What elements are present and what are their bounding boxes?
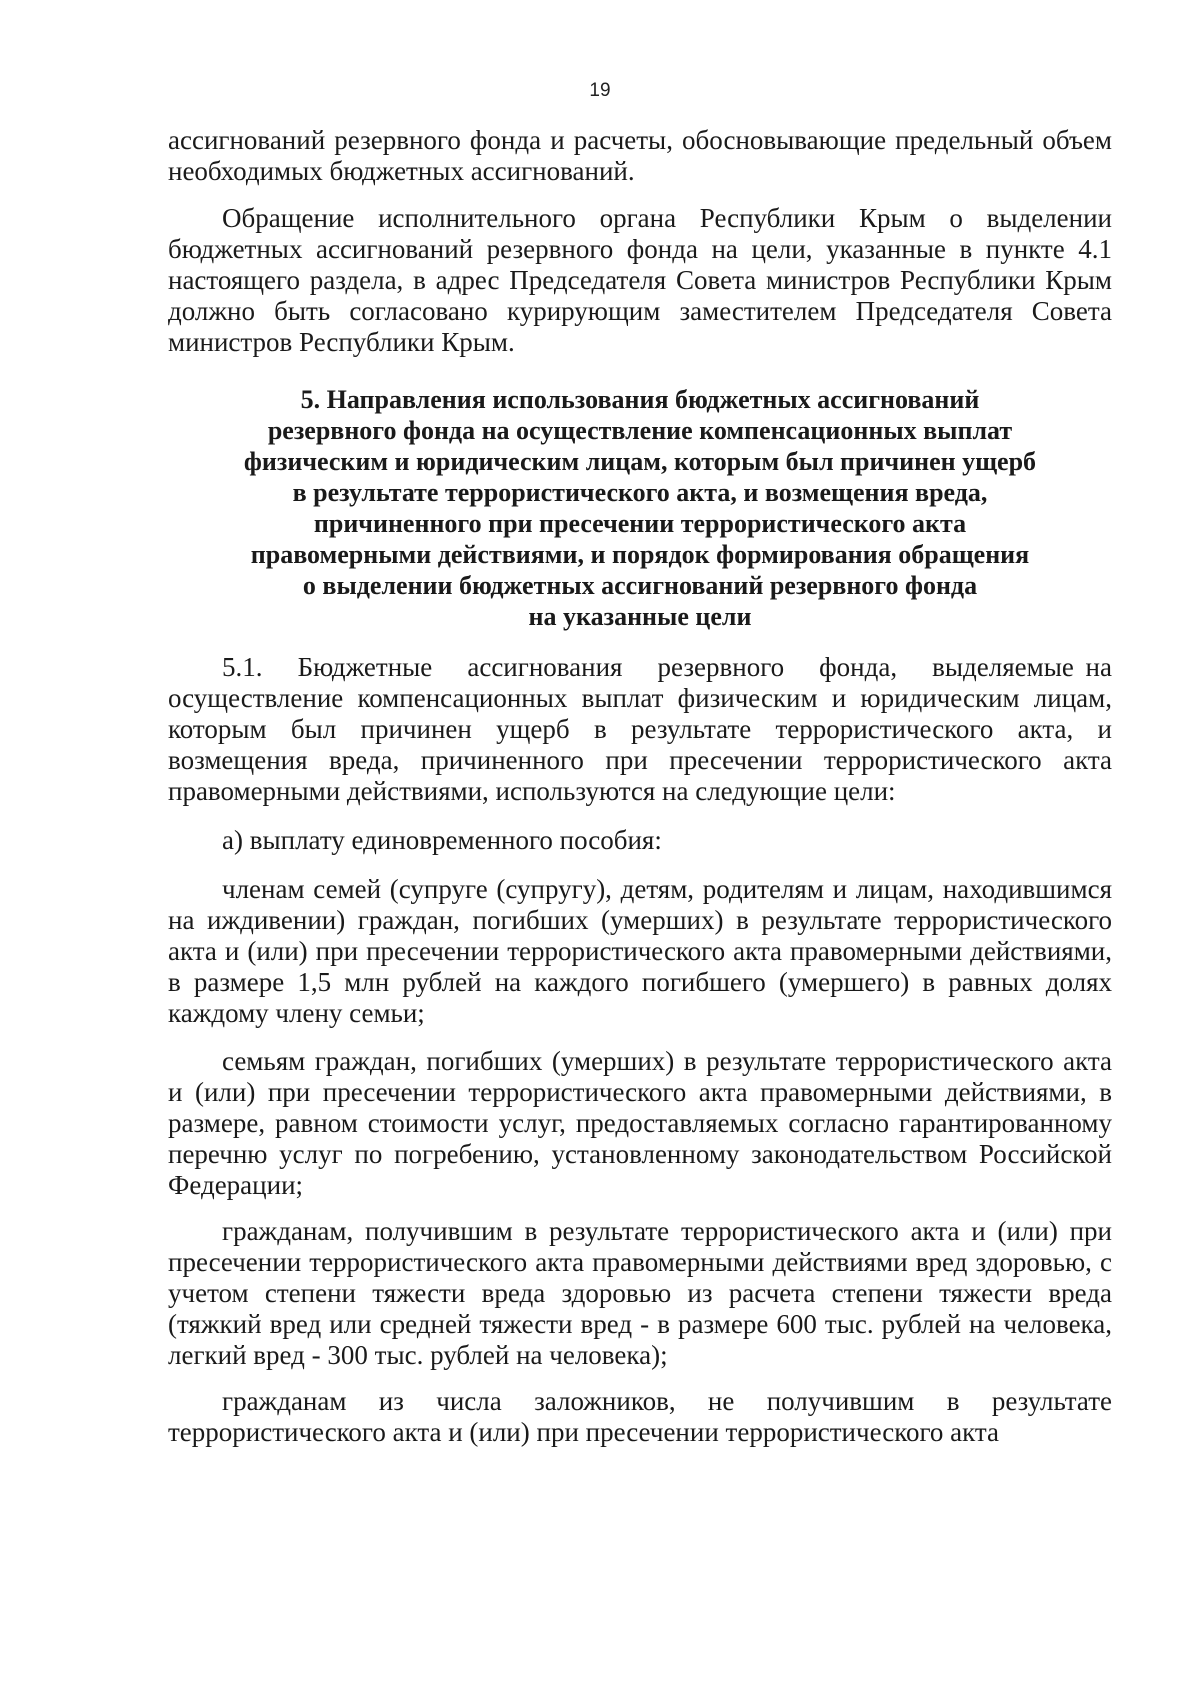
section-heading bbox=[168, 384, 1112, 632]
page-number: 19 bbox=[589, 80, 611, 101]
section-heading-line: причиненного при пресечении террористического акта bbox=[313, 509, 967, 538]
item-a: а) выплату единовременного пособия: bbox=[222, 825, 662, 855]
item-health-harm: гражданам, получившим в результате террористического акта и (или) при пресечении террористического акта правомерными действиями вред здоровью, с учетом степени тяжести вреда здоровью из расчета степени тяжести вреда (тяжкий вред или средней тяжести вред - в размере 600 тыс. рублей на человека, легкий вред - 300 тыс. рублей на человека); bbox=[168, 1216, 1112, 1370]
appeal-block bbox=[168, 203, 1112, 358]
families-burial-block bbox=[168, 1046, 1112, 1201]
item-families-burial: семьям граждан, погибших (умерших) в результате террористического акта и (или) при пресечении террористического акта правомерными действиями, в размере, равном стоимости услуг, предоставляемых согласно гарантированному перечню услуг по погребению, установленному законодательством Российской Федерации; bbox=[168, 1046, 1112, 1200]
paragraph-5-1-block bbox=[168, 652, 1119, 807]
family-members-block bbox=[168, 874, 1112, 1029]
section-heading-line: физическим и юридическим лицам, которым был причинен ущерб bbox=[243, 447, 1037, 476]
section-heading-line: о выделении бюджетных ассигнований резервного фонда bbox=[302, 571, 978, 600]
hostages-block bbox=[168, 1386, 1112, 1448]
section-heading-line: в результате террористического акта, и возмещения вреда, bbox=[292, 478, 988, 507]
item-family-members: членам семей (супруге (супругу), детям, родителям и лицам, находившимся на иждивении) граждан, погибших (умерших) в результате террористического акта и (или) при пресечении террористического акта правомерными действиями, в размере 1,5 млн рублей на каждого погибшего (умершего) в равных долях каждому члену семьи; bbox=[168, 874, 1112, 1028]
section-heading-line: правомерными действиями, и порядок формирования обращения bbox=[250, 540, 1030, 569]
item-a-block bbox=[168, 825, 1112, 856]
section-heading-line: на указанные цели bbox=[528, 602, 752, 631]
appeal-paragraph: Обращение исполнительного органа Республики Крым о выделении бюджетных ассигнований резервного фонда на цели, указанные в пункте 4.1 настоящего раздела, в адрес Председателя Совета министров Республики Крым должно быть согласовано курирующим заместителем Председателя Совета министров Республики Крым. bbox=[168, 203, 1112, 357]
section-heading-line: 5. Направления использования бюджетных ассигнований bbox=[300, 385, 980, 414]
continuation-block bbox=[168, 125, 1112, 187]
continuation-paragraph: ассигнований резервного фонда и расчеты, обосновывающие предельный объем необходимых бюджетных ассигнований. bbox=[168, 125, 1112, 186]
section-heading-line: резервного фонда на осуществление компенсационных выплат bbox=[267, 416, 1013, 445]
paragraph-5-1: 5.1. Бюджетные ассигнования резервного фонда, выделяемые на осуществление компенсационных выплат физическим и юридическим лицам, которым был причинен ущерб в результате террористического акта, и возмещения вреда, причиненного при пресечении террористического акта правомерными действиями, используются на следующие цели: bbox=[168, 652, 1119, 806]
item-hostages: гражданам из числа заложников, не получившим в результате террористического акта и (или) при пресечении террористического акта bbox=[168, 1386, 1112, 1447]
health-harm-block bbox=[168, 1216, 1112, 1371]
